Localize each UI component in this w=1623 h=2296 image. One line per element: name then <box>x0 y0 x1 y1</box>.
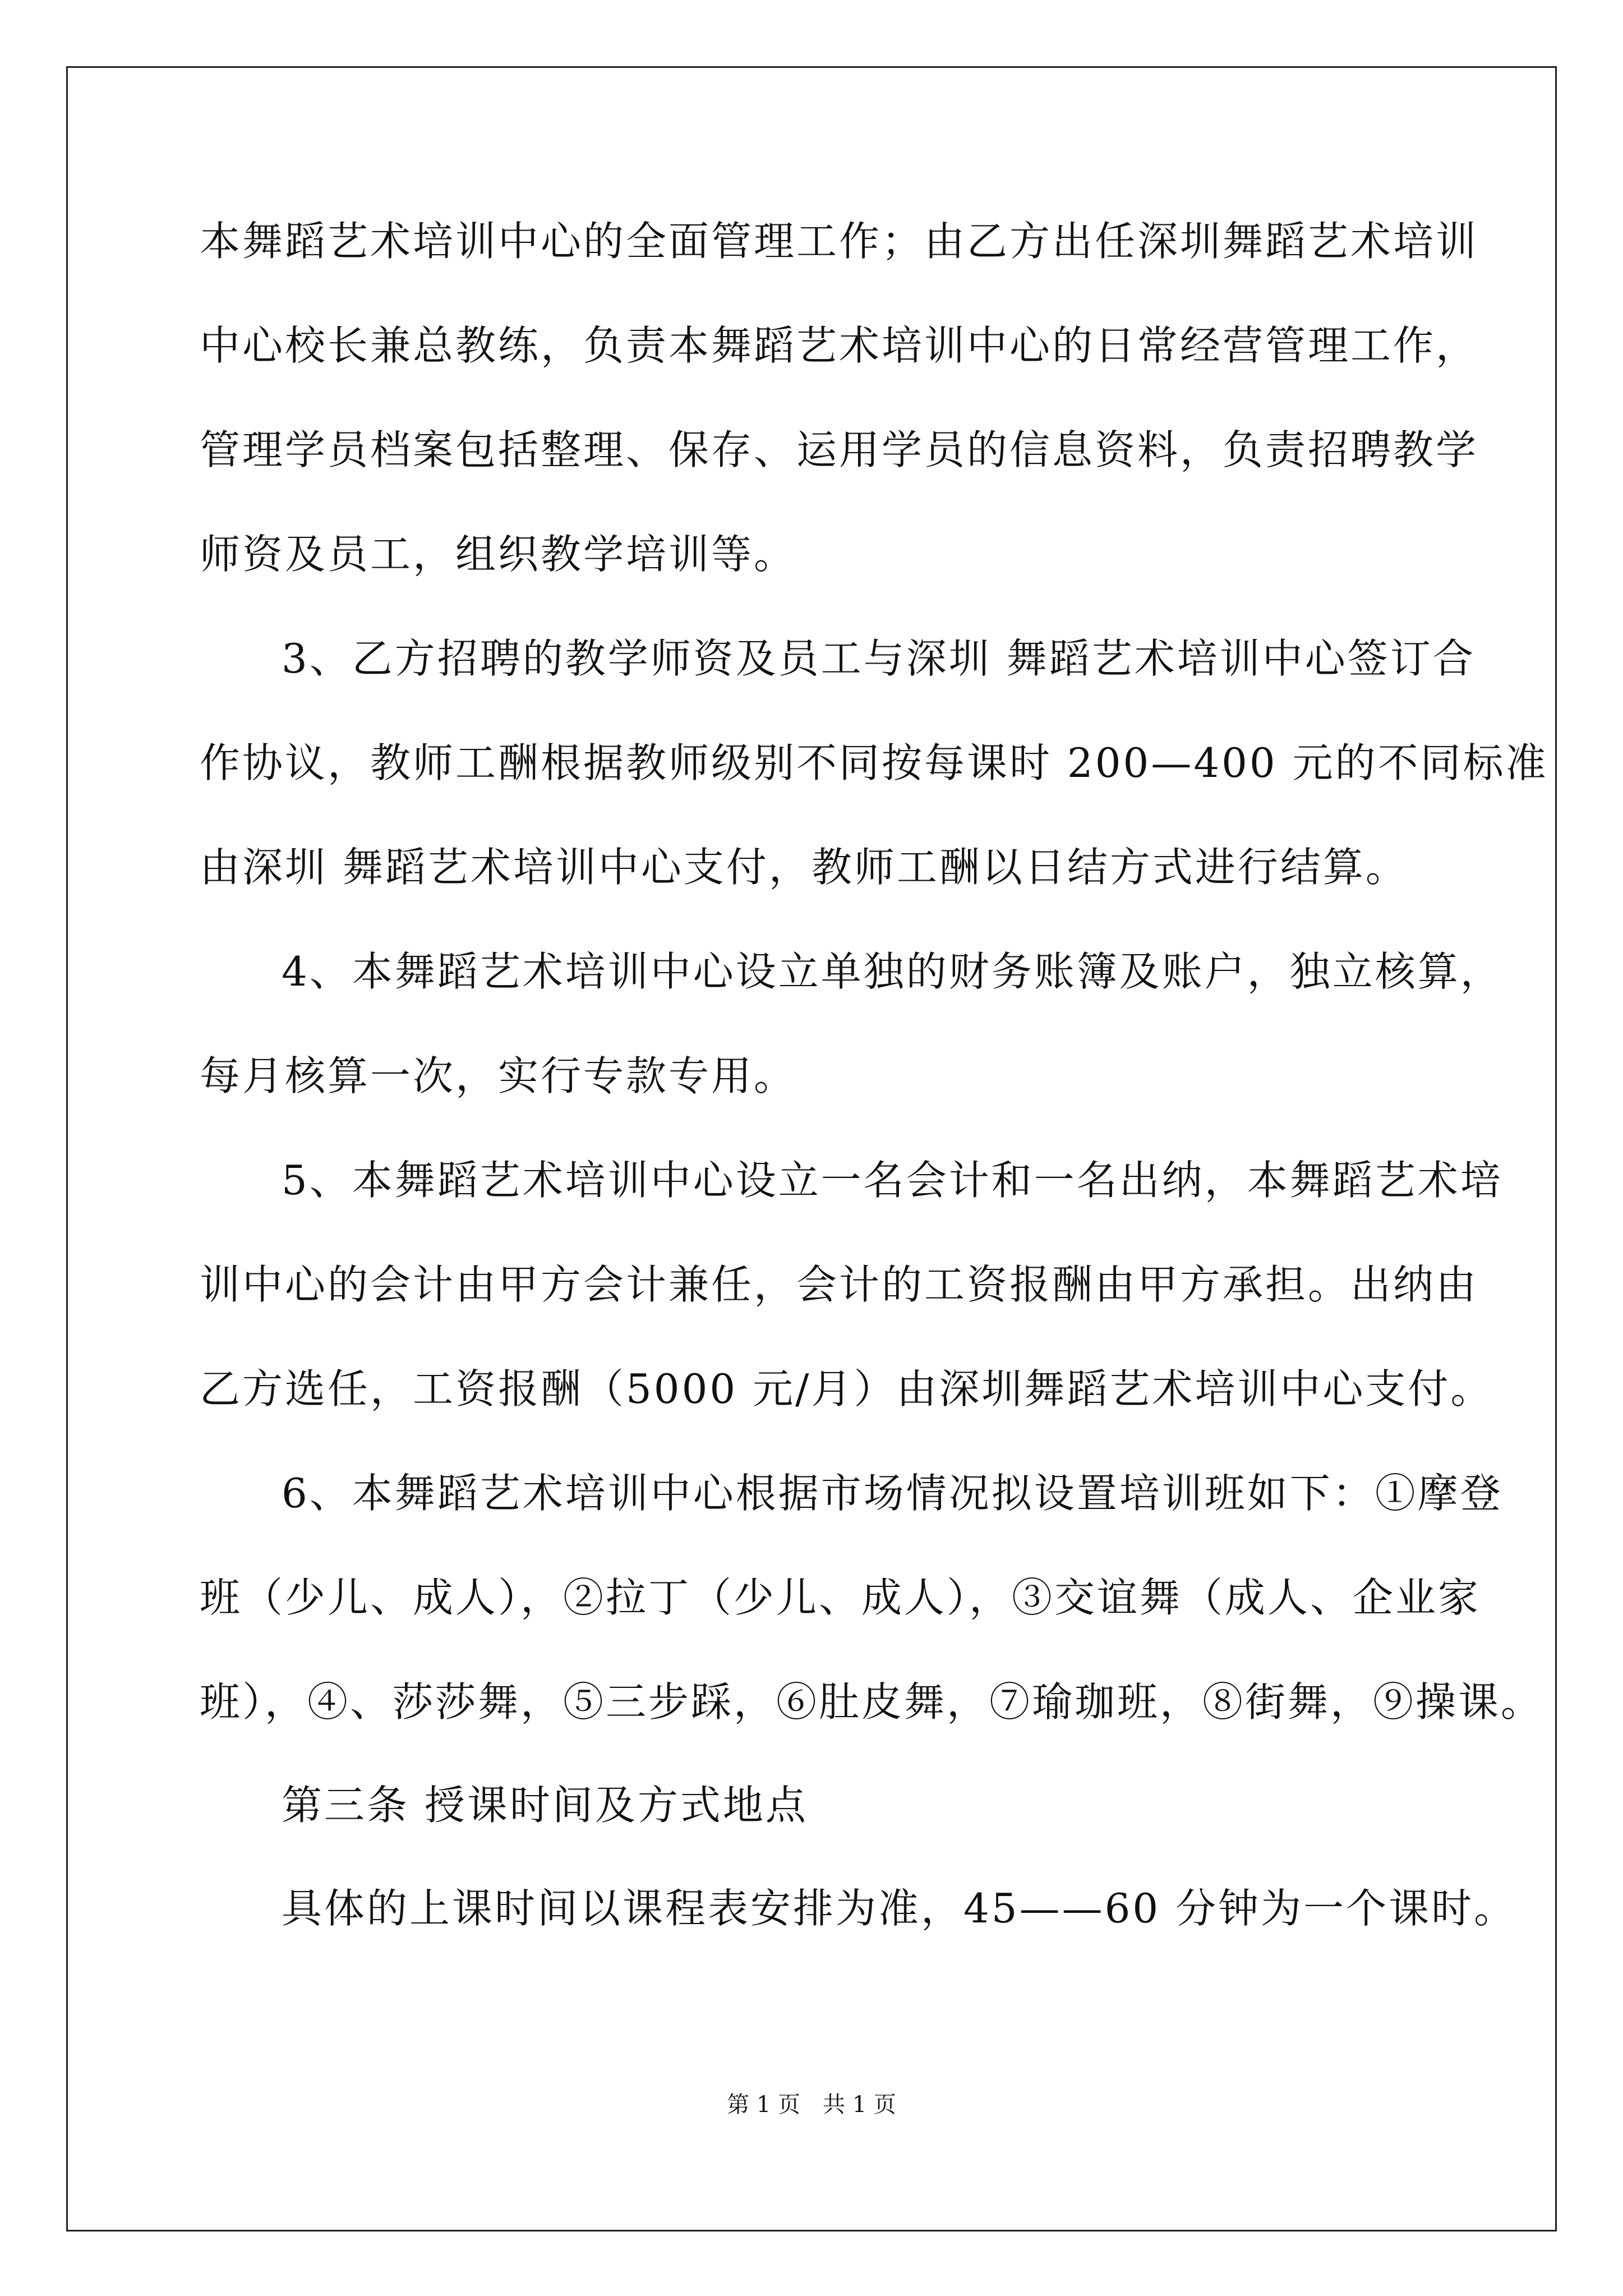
paragraph-6-start: 6、本舞蹈艺术培训中心根据市场情况拟设置培训班如下：①摩登 <box>282 1470 1503 1517</box>
text-line: 由深圳 舞蹈艺术培训中心支付，教师工酬以日结方式进行结算。 <box>200 844 1408 891</box>
text-line: 班），④、莎莎舞，⑤三步踩，⑥肚皮舞，⑦瑜珈班，⑧街舞，⑨操课。 <box>200 1678 1544 1726</box>
text-line: 作协议，教师工酬根据教师级别不同按每课时 200—400 元的不同标准 <box>200 739 1548 786</box>
text-line: 班（少儿、成人），②拉丁（少儿、成人），③交谊舞（成人、企业家 <box>200 1574 1481 1621</box>
text-line: 训中心的会计由甲方会计兼任，会计的工资报酬由甲方承担。出纳由 <box>200 1261 1479 1308</box>
text-line: 管理学员档案包括整理、保存、运用学员的信息资料，负责招聘教学 <box>200 426 1479 473</box>
paragraph-5-start: 5、本舞蹈艺术培训中心设立一名会计和一名出纳，本舞蹈艺术培 <box>282 1157 1503 1204</box>
paragraph-4-start: 4、本舞蹈艺术培训中心设立单独的财务账簿及账户，独立核算， <box>282 948 1503 995</box>
text-line: 本舞蹈艺术培训中心的全面管理工作；由乙方出任深圳舞蹈艺术培训 <box>200 218 1479 265</box>
text-line: 乙方选任，工资报酬（5000 元/月）由深圳舞蹈艺术培训中心支付。 <box>200 1365 1493 1412</box>
text-line: 中心校长兼总教练，负责本舞蹈艺术培训中心的日常经营管理工作， <box>200 322 1479 369</box>
section-heading: 第三条 授课时间及方式地点 <box>282 1782 808 1829</box>
paragraph-3-start: 3、乙方招聘的教学师资及员工与深圳 舞蹈艺术培训中心签订合 <box>282 635 1476 682</box>
paragraph-schedule: 具体的上课时间以课程表安排为准，45——60 分钟为一个课时。 <box>282 1885 1517 1932</box>
text-line: 每月核算一次，实行专款专用。 <box>200 1052 797 1099</box>
page-footer: 第 1 页 共 1 页 <box>727 2092 896 2118</box>
text-line: 师资及员工，组织教学培训等。 <box>200 531 797 578</box>
